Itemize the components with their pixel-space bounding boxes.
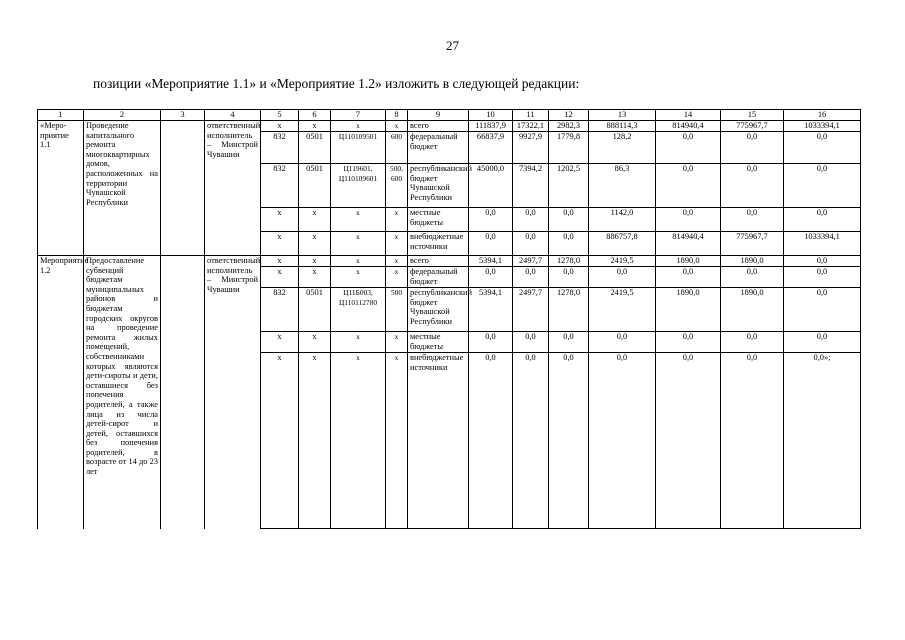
kbk-admin: 832 — [261, 164, 299, 208]
kbk-target: x — [331, 332, 386, 353]
kbk-section: 0501 — [299, 132, 331, 164]
value-cell: 886757,8 — [589, 232, 656, 256]
value-cell: 1890,0 — [721, 288, 784, 332]
kbk-admin: x — [261, 121, 299, 132]
header-cell: 6 — [299, 110, 331, 121]
kbk-section: x — [299, 208, 331, 232]
value-cell: 1278,0 — [549, 288, 589, 332]
kbk-section: x — [299, 232, 331, 256]
value-cell: 66837,9 — [469, 132, 513, 164]
header-cell: 5 — [261, 110, 299, 121]
kbk-target: x — [331, 256, 386, 267]
value-cell: 0,0 — [513, 208, 549, 232]
value-cell: 0,0 — [469, 208, 513, 232]
kbk-type: x — [386, 353, 408, 529]
value-cell: 0,0 — [656, 164, 721, 208]
value-cell: 775967,7 — [721, 232, 784, 256]
header-cell: 9 — [408, 110, 469, 121]
value-cell: 0,0 — [513, 332, 549, 353]
kbk-admin: 832 — [261, 288, 299, 332]
header-cell: 2 — [84, 110, 161, 121]
funding-source: местные бюджеты — [408, 332, 469, 353]
kbk-type: 500 — [386, 288, 408, 332]
value-cell: 0,0 — [656, 132, 721, 164]
kbk-admin: x — [261, 332, 299, 353]
value-cell: 0,0 — [469, 267, 513, 288]
value-cell: 7394,2 — [513, 164, 549, 208]
value-cell: 888114,3 — [589, 121, 656, 132]
kbk-section: x — [299, 121, 331, 132]
kbk-type: x — [386, 256, 408, 267]
empty-cell — [161, 256, 205, 529]
value-cell: 5394,1 — [469, 256, 513, 267]
value-cell: 0,0 — [656, 332, 721, 353]
value-cell: 0,0 — [721, 164, 784, 208]
header-cell: 11 — [513, 110, 549, 121]
kbk-target: Ц110109501 — [331, 132, 386, 164]
kbk-section: 0501 — [299, 288, 331, 332]
value-cell: 9927,9 — [513, 132, 549, 164]
kbk-type: x — [386, 332, 408, 353]
value-cell: 0,0 — [469, 353, 513, 529]
funding-source: всего — [408, 121, 469, 132]
kbk-target: x — [331, 232, 386, 256]
measure-name: «Меро-приятие 1.1 — [38, 121, 84, 256]
kbk-target: Ц11Б003, Ц110112780 — [331, 288, 386, 332]
kbk-target: x — [331, 121, 386, 132]
value-cell: 814940,4 — [656, 232, 721, 256]
table-row — [38, 121, 861, 132]
value-cell: 0,0 — [469, 332, 513, 353]
value-cell: 0,0 — [721, 353, 784, 529]
value-cell: 86,3 — [589, 164, 656, 208]
value-cell: 128,2 — [589, 132, 656, 164]
value-cell: 0,0 — [656, 208, 721, 232]
funding-source: республиканский бюджет Чувашской Республики — [408, 288, 469, 332]
value-cell: 1142,0 — [589, 208, 656, 232]
measure-name: Мероприятие 1.2 — [38, 256, 84, 529]
header-cell: 8 — [386, 110, 408, 121]
measure-description: Предоставление субвенций бюджетам муниципальных районов и бюджетам городских округов на проведение ремонта жилых помещений, собственниками которых являются дети-сироты и дети, оставшиеся без попечения родителей, а также лица из числа детей-сирот и детей, оставшихся без попечения родителей, в возрасте от 14 до 23 лет — [84, 256, 161, 529]
funding-source: федеральный бюджет — [408, 132, 469, 164]
header-cell: 3 — [161, 110, 205, 121]
kbk-type: x — [386, 267, 408, 288]
page-number: 27 — [446, 38, 459, 53]
kbk-type: x — [386, 208, 408, 232]
value-cell: 2497,7 — [513, 256, 549, 267]
value-cell: 0,0»; — [784, 353, 861, 529]
value-cell: 0,0 — [784, 332, 861, 353]
kbk-section: x — [299, 267, 331, 288]
value-cell: 0,0 — [784, 288, 861, 332]
empty-cell — [161, 121, 205, 256]
kbk-section: x — [299, 256, 331, 267]
kbk-admin: x — [261, 353, 299, 529]
header-cell: 10 — [469, 110, 513, 121]
value-cell: 1278,0 — [549, 256, 589, 267]
kbk-target: x — [331, 208, 386, 232]
value-cell: 0,0 — [656, 267, 721, 288]
value-cell: 1033394,1 — [784, 232, 861, 256]
kbk-target: x — [331, 267, 386, 288]
funding-source: внебюджетные источники — [408, 353, 469, 529]
value-cell: 0,0 — [784, 267, 861, 288]
value-cell: 0,0 — [721, 132, 784, 164]
value-cell: 2982,3 — [549, 121, 589, 132]
responsible-executor: ответственный исполнитель – Минстрой Чувашии — [205, 121, 261, 256]
value-cell: 0,0 — [549, 353, 589, 529]
value-cell: 1890,0 — [656, 288, 721, 332]
kbk-admin: 832 — [261, 132, 299, 164]
header-cell: 16 — [784, 110, 861, 121]
kbk-type: 500, 600 — [386, 164, 408, 208]
value-cell: 2419,5 — [589, 288, 656, 332]
value-cell: 0,0 — [469, 232, 513, 256]
value-cell: 0,0 — [656, 353, 721, 529]
value-cell: 1890,0 — [656, 256, 721, 267]
header-cell: 12 — [549, 110, 589, 121]
header-cell: 7 — [331, 110, 386, 121]
kbk-target: x — [331, 353, 386, 529]
value-cell: 0,0 — [549, 232, 589, 256]
funding-source: внебюджетные источники — [408, 232, 469, 256]
kbk-target: Ц119601, Ц110109601 — [331, 164, 386, 208]
value-cell: 0,0 — [784, 132, 861, 164]
value-cell: 1202,5 — [549, 164, 589, 208]
kbk-admin: x — [261, 208, 299, 232]
value-cell: 5394,1 — [469, 288, 513, 332]
value-cell: 0,0 — [721, 267, 784, 288]
value-cell: 0,0 — [589, 353, 656, 529]
header-cell: 4 — [205, 110, 261, 121]
funding-source: всего — [408, 256, 469, 267]
header-cell: 14 — [656, 110, 721, 121]
value-cell: 1890,0 — [721, 256, 784, 267]
kbk-admin: x — [261, 256, 299, 267]
value-cell: 17322,1 — [513, 121, 549, 132]
kbk-type: x — [386, 121, 408, 132]
kbk-section: x — [299, 332, 331, 353]
funding-source: местные бюджеты — [408, 208, 469, 232]
value-cell: 0,0 — [721, 208, 784, 232]
kbk-section: 0501 — [299, 164, 331, 208]
responsible-executor: ответственный исполнитель – Минстрой Чувашии — [205, 256, 261, 529]
value-cell: 0,0 — [784, 164, 861, 208]
value-cell: 0,0 — [589, 332, 656, 353]
value-cell: 0,0 — [513, 267, 549, 288]
funding-source: федеральный бюджет — [408, 267, 469, 288]
intro-text: позиции «Мероприятие 1.1» и «Мероприятие 1.2» изложить в следующей редакции: — [93, 76, 580, 91]
header-cell: 1 — [38, 110, 84, 121]
kbk-section: x — [299, 353, 331, 529]
value-cell: 1779,8 — [549, 132, 589, 164]
value-cell: 0,0 — [549, 208, 589, 232]
value-cell: 0,0 — [513, 232, 549, 256]
measure-description: Проведение капитального ремонта многоквартирных домов, расположенных на территории Чувашской Республики — [84, 121, 161, 256]
kbk-type: x — [386, 232, 408, 256]
budget-table — [37, 109, 861, 529]
value-cell: 0,0 — [549, 267, 589, 288]
value-cell: 0,0 — [589, 267, 656, 288]
value-cell: 2419,5 — [589, 256, 656, 267]
table-row — [38, 256, 861, 267]
value-cell: 1033394,1 — [784, 121, 861, 132]
kbk-admin: x — [261, 232, 299, 256]
value-cell: 45000,0 — [469, 164, 513, 208]
value-cell: 0,0 — [784, 256, 861, 267]
header-cell: 13 — [589, 110, 656, 121]
kbk-admin: x — [261, 267, 299, 288]
value-cell: 0,0 — [513, 353, 549, 529]
header-cell: 15 — [721, 110, 784, 121]
value-cell: 814940,4 — [656, 121, 721, 132]
value-cell: 111837,9 — [469, 121, 513, 132]
value-cell: 2497,7 — [513, 288, 549, 332]
header-row — [38, 110, 861, 121]
value-cell: 0,0 — [721, 332, 784, 353]
value-cell: 775967,7 — [721, 121, 784, 132]
value-cell: 0,0 — [784, 208, 861, 232]
value-cell: 0,0 — [549, 332, 589, 353]
kbk-type: 600 — [386, 132, 408, 164]
funding-source: республиканский бюджет Чувашской Республики — [408, 164, 469, 208]
